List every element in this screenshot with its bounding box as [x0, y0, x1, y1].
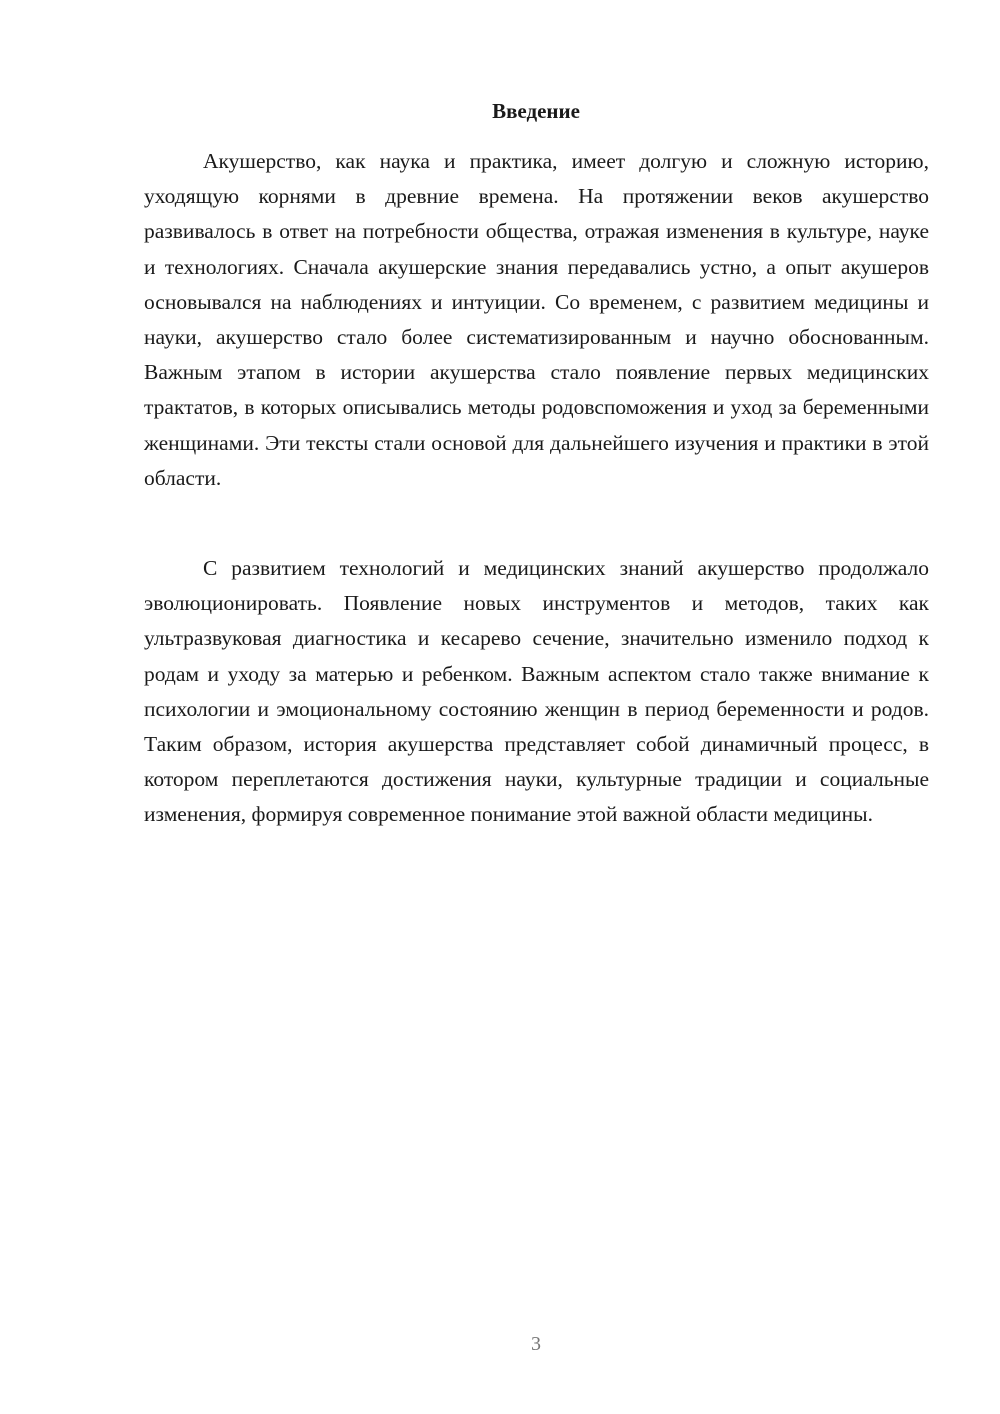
paragraph-block-1: [144, 144, 929, 496]
page-number: 3: [531, 1333, 541, 1355]
paragraph: Акушерство, как наука и практика, имеет долгую и сложную историю, уходящую корнями в древние времена. На протяжении веков акушерство развивалось в ответ на потребности общества, отражая изменения в культуре, науке и технологиях. Сначала акушерские знания передавались устно, а опыт акушеров основывался на наблюдениях и интуиции. Со временем, с развитием медицины и науки, акушерство стало более систематизированным и научно обоснованным. Важным этапом в истории акушерства стало появление первых медицинских трактатов, в которых описывались методы родовспоможения и уход за беременными женщинами. Эти тексты стали основой для дальнейшего изучения и практики в этой области.: [144, 149, 929, 490]
paragraph: С развитием технологий и медицинских знаний акушерство продолжало эволюционировать. Появление новых инструментов и методов, таких как ультразвуковая диагностика и кесарево сечение, значительно изменило подход к родам и уходу за матерью и ребенком. Важным аспектом стало также внимание к психологии и эмоциональному состоянию женщин в период беременности и родов. Таким образом, история акушерства представляет собой динамичный процесс, в котором переплетаются достижения науки, культурные традиции и социальные изменения, формируя современное понимание этой важной области медицины.: [144, 556, 929, 827]
paragraph-block-2: [144, 551, 929, 833]
section-heading: Введение: [492, 99, 580, 123]
